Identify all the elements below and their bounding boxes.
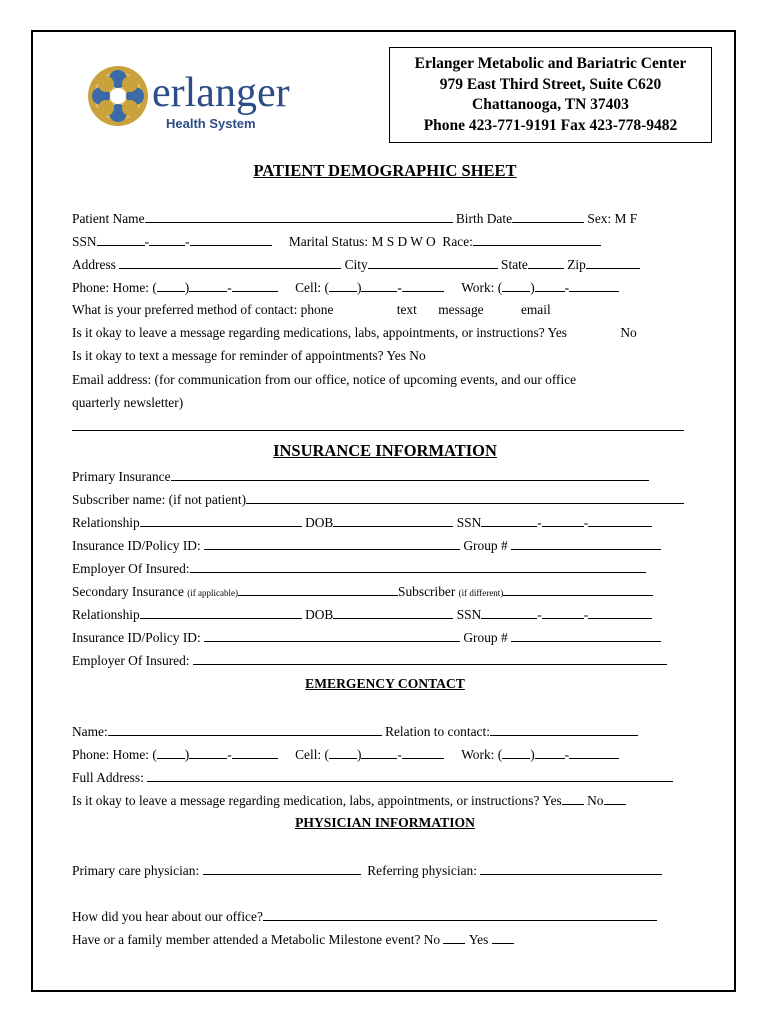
state-field[interactable] xyxy=(528,256,564,269)
referring-physician-field[interactable] xyxy=(480,862,662,875)
message-consent-no[interactable]: No xyxy=(620,325,637,340)
primary-insurance-field[interactable] xyxy=(171,468,649,481)
row-address: Address City State Zip xyxy=(72,256,640,273)
em-cell-line-field[interactable] xyxy=(402,746,444,759)
row-policy-2: Insurance ID/Policy ID: Group # xyxy=(72,629,661,646)
row-physicians: Primary care physician: Referring physician: xyxy=(72,862,662,879)
center-name: Erlanger Metabolic and Bariatric Center xyxy=(414,55,687,72)
zip-field[interactable] xyxy=(586,256,640,269)
em-work-prefix-field[interactable] xyxy=(535,746,565,759)
row-hear-about: How did you hear about our office? xyxy=(72,908,657,925)
row-ssn: SSN - - Marital Status: M S D W O Race: xyxy=(72,233,601,250)
address-box xyxy=(389,47,712,143)
row-emergency-phone: Phone: Home: ( ) - Cell: ( ) - Work: ( ) - xyxy=(72,746,619,763)
row-emergency-name: Name: Relation to contact: xyxy=(72,723,638,740)
center-phone-fax: Phone 423-771-9191 Fax 423-778-9482 xyxy=(423,116,678,134)
row-policy: Insurance ID/Policy ID: Group # xyxy=(72,537,661,554)
em-work-area-field[interactable] xyxy=(502,746,530,759)
home-line-field[interactable] xyxy=(232,279,278,292)
svg-text:erlanger: erlanger xyxy=(152,70,290,116)
em-cell-area-field[interactable] xyxy=(329,746,357,759)
contact-option-text[interactable]: text xyxy=(396,302,417,317)
ins2-ssn-part3[interactable] xyxy=(588,606,652,619)
ins-ssn-part2[interactable] xyxy=(542,514,584,527)
row-employer-2: Employer Of Insured: xyxy=(72,652,667,669)
ssn-part2-field[interactable] xyxy=(149,233,185,246)
ins-ssn-part1[interactable] xyxy=(481,514,537,527)
relationship-field[interactable] xyxy=(140,514,302,527)
row-message-consent xyxy=(72,325,637,341)
row-primary-insurance: Primary Insurance xyxy=(72,468,649,485)
dob-field[interactable] xyxy=(333,514,453,527)
employer-field-2[interactable] xyxy=(193,652,667,665)
patient-name-field[interactable] xyxy=(145,210,453,223)
ssn-part3-field[interactable] xyxy=(190,233,272,246)
relationship-field-2[interactable] xyxy=(140,606,302,619)
em-home-prefix-field[interactable] xyxy=(189,746,227,759)
row-emergency-consent: Is it okay to leave a message regarding medication, labs, appointments, or instructions? Yes No xyxy=(72,792,626,809)
row-text-consent[interactable]: Is it okay to text a message for reminder of appointments? Yes No xyxy=(72,348,426,363)
ins-ssn-part3[interactable] xyxy=(588,514,652,527)
policy-id-field[interactable] xyxy=(204,537,460,550)
secondary-subscriber-field[interactable] xyxy=(503,583,653,596)
milestone-yes-field[interactable] xyxy=(492,931,514,944)
page-title: PATIENT DEMOGRAPHIC SHEET xyxy=(253,161,517,180)
email-field[interactable] xyxy=(72,430,684,431)
work-area-field[interactable] xyxy=(502,279,530,292)
row-relationship: Relationship DOB SSN - - xyxy=(72,514,652,531)
marital-status-options[interactable]: Marital Status: M S D W O xyxy=(288,234,436,249)
work-line-field[interactable] xyxy=(569,279,619,292)
center-city: Chattanooga, TN 37403 xyxy=(472,96,629,113)
employer-field[interactable] xyxy=(190,560,646,573)
row-patient-name: Patient Name Birth Date Sex: M F xyxy=(72,211,638,226)
cell-area-field[interactable] xyxy=(329,279,357,292)
message-consent-yes[interactable]: Is it okay to leave a message regarding medications, labs, appointments, or instructions? Yes xyxy=(72,325,567,340)
milestone-no-field[interactable] xyxy=(443,931,465,944)
full-address-field[interactable] xyxy=(147,769,673,782)
subscriber-name-field[interactable] xyxy=(246,491,684,504)
sex-options[interactable]: Sex: M F xyxy=(587,211,638,226)
address-field[interactable] xyxy=(119,256,341,269)
hear-about-field[interactable] xyxy=(263,908,657,921)
birth-date-field[interactable] xyxy=(512,210,584,223)
row-contact-method xyxy=(72,302,551,318)
ssn-part1-field[interactable] xyxy=(97,233,145,246)
secondary-insurance-field[interactable] xyxy=(238,583,398,596)
home-area-field[interactable] xyxy=(157,279,185,292)
email-question-cont: quarterly newsletter) xyxy=(72,395,184,410)
row-employer: Employer Of Insured: xyxy=(72,560,646,577)
em-home-line-field[interactable] xyxy=(232,746,278,759)
emergency-consent-yes-field[interactable] xyxy=(562,792,584,805)
center-street: 979 East Third Street, Suite C620 xyxy=(439,75,662,93)
erlanger-logo xyxy=(80,58,320,138)
cell-line-field[interactable] xyxy=(402,279,444,292)
row-phone: Phone: Home: ( ) - Cell: ( ) - Work: ( ) - xyxy=(72,279,619,296)
insurance-title: INSURANCE INFORMATION xyxy=(273,441,497,460)
policy-id-field-2[interactable] xyxy=(204,629,460,642)
contact-option-email[interactable]: email xyxy=(520,302,551,317)
row-milestone: Have or a family member attended a Metabolic Milestone event? No Yes xyxy=(72,931,514,948)
race-field[interactable] xyxy=(473,233,601,246)
primary-physician-field[interactable] xyxy=(203,862,361,875)
email-question: Email address: (for communication from our office, notice of upcoming events, and our office xyxy=(72,372,577,387)
group-field[interactable] xyxy=(511,537,661,550)
row-relationship-2: Relationship DOB SSN - - xyxy=(72,606,652,623)
contact-option-message[interactable]: message xyxy=(438,302,484,317)
row-full-address: Full Address: xyxy=(72,769,673,786)
em-home-area-field[interactable] xyxy=(157,746,185,759)
group-field-2[interactable] xyxy=(511,629,661,642)
em-work-line-field[interactable] xyxy=(569,746,619,759)
svg-text:Health System: Health System xyxy=(166,116,256,131)
row-secondary: Secondary Insurance (if applicable) Subscriber (if different) xyxy=(72,583,653,600)
relation-field[interactable] xyxy=(490,723,638,736)
emergency-title: EMERGENCY CONTACT xyxy=(305,676,465,691)
emergency-name-field[interactable] xyxy=(108,723,382,736)
dob-field-2[interactable] xyxy=(333,606,453,619)
emergency-consent-no-field[interactable] xyxy=(604,792,626,805)
contact-option-phone[interactable]: What is your preferred method of contact: phone xyxy=(72,302,334,317)
home-prefix-field[interactable] xyxy=(189,279,227,292)
physician-title: PHYSICIAN INFORMATION xyxy=(295,815,475,830)
row-subscriber: Subscriber name: (if not patient) xyxy=(72,491,684,508)
em-cell-prefix-field[interactable] xyxy=(361,746,397,759)
ins2-ssn-part2[interactable] xyxy=(542,606,584,619)
work-prefix-field[interactable] xyxy=(535,279,565,292)
ins2-ssn-part1[interactable] xyxy=(481,606,537,619)
cell-prefix-field[interactable] xyxy=(361,279,397,292)
city-field[interactable] xyxy=(368,256,498,269)
